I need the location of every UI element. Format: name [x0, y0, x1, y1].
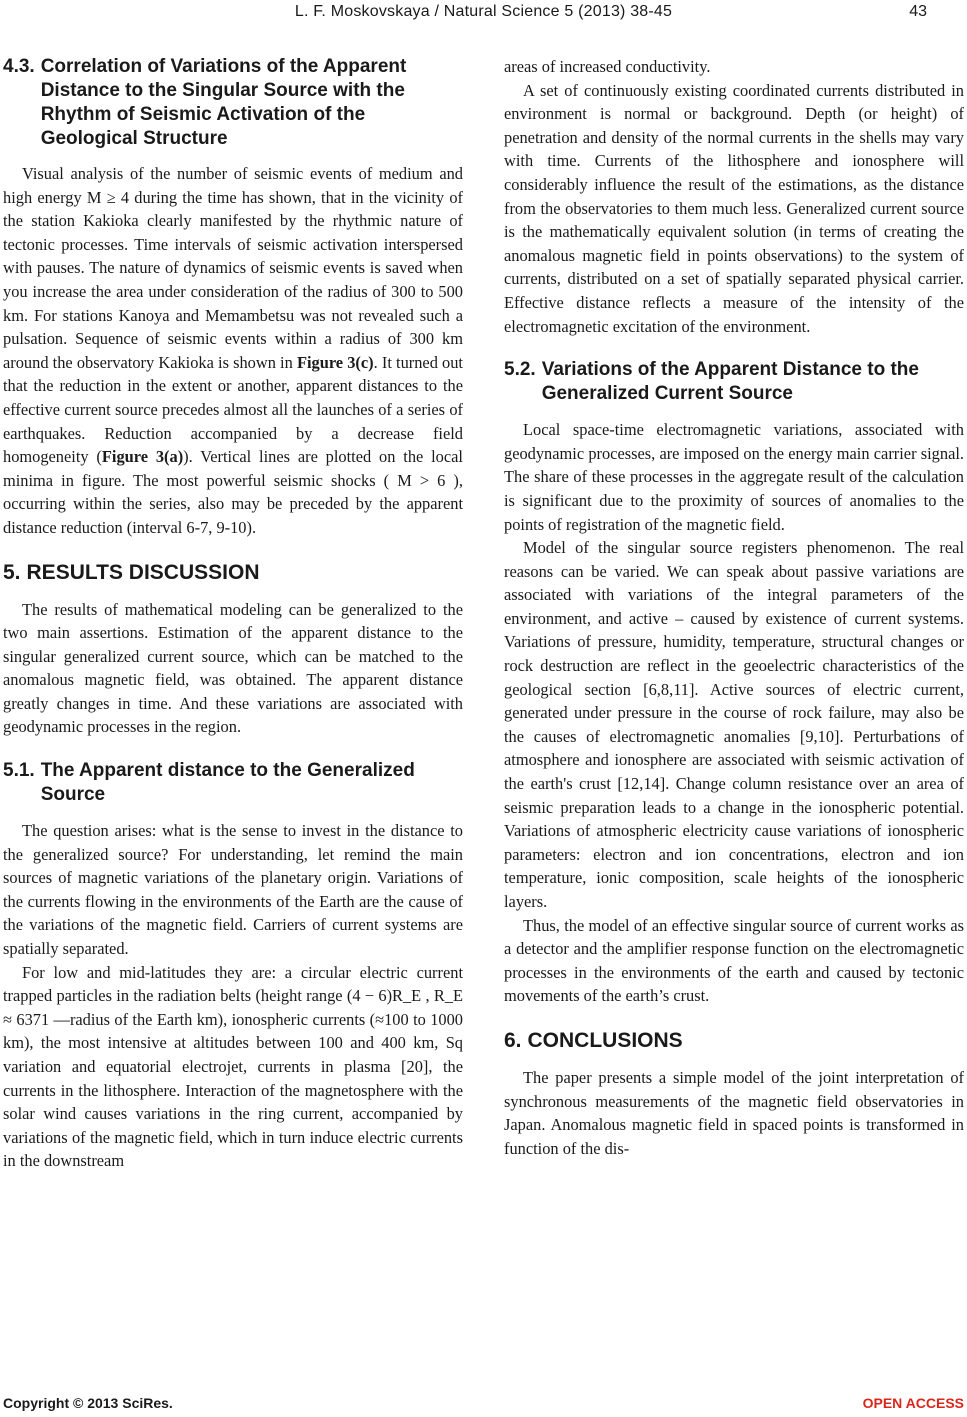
paragraph: A set of continuously existing coordinated currents distributed in environment is normal or background. Depth (or height) of penetration and density of the normal currents in the shells may vary with time. Currents of the lithosphere and ionosphere will considerably influence the result of the estimations, as the distance from the observatories to them much less. Generalized current source is the mathematically equivalent solution (in terms of creating the anomalous magnetic field in points observations) to the system of currents, distributed on a set of spatially separated physical carrier. Effective distance reflects a measure of the intensity of the electromagnetic excitation of the environment. [504, 80, 964, 336]
section-number: 5. [3, 560, 21, 584]
section-title: The Apparent distance to the Generalized Source [40, 760, 415, 806]
section-heading-5 [3, 560, 463, 586]
figure-reference: Figure 3(a) [101, 447, 184, 467]
paragraph [3, 162, 463, 540]
section-heading-5-2 [504, 358, 964, 406]
paragraph-continued: areas of increased conductivity. [504, 57, 711, 76]
open-access-label: OPEN ACCESS [862, 1395, 964, 1411]
section-title: RESULTS DISCUSSION [26, 560, 260, 584]
running-title: L. F. Moskovskaya / Natural Science 5 (2013) 38-45 [294, 3, 673, 20]
section-title: Correlation of Variations of the Apparent Distance to the Singular Source with the Rhythm of Seismic Activation of the Geological Structure [40, 56, 407, 149]
section-heading-6 [504, 1028, 964, 1054]
right-column [504, 55, 964, 1160]
paragraph: The paper presents a simple model of the joint interpretation of synchronous measurements of the magnetic field observatories in Japan. Anomalous magnetic field in spaced points is transformed in function of the dis- [504, 1067, 964, 1158]
paragraph-text: ). Vertical lines are plotted on the local minima in figure. The most powerful seismic shocks ( M > 6 ), occurring within the series, also may be preceded by the apparent distance reduction (interval 6-7, 9-10). [3, 447, 463, 537]
section-heading-5-1 [3, 759, 463, 807]
left-column [3, 55, 463, 1173]
page-number: 43 [909, 3, 927, 20]
section-title: Variations of the Apparent Distance to the Generalized Current Source [541, 359, 919, 405]
paragraph: Local space-time electromagnetic variations, associated with geodynamic processes, are imposed on the energy main carrier signal. The share of these processes in the aggregate result of the calculation is significant due to the proximity of sources of anomalies to the points of registration of the magnetic field. [504, 420, 964, 534]
paragraph: The question arises: what is the sense to invest in the distance to the generalized source? For understanding, let remind the main sources of magnetic variations of the planetary origin. Variations of the currents flowing in the environments of the Earth are the cause of the variations of the magnetic field. Carriers of current systems are spatially separated. [3, 821, 463, 959]
section-number: 4.3. [3, 56, 35, 77]
paragraph: The results of mathematical modeling can be generalized to the two main assertions. Estimation of the apparent distance to the singular generalized current source, which can be matched to the anomalous magnetic field, was obtained. The apparent distance greatly changes in time. And these variations are associated with geodynamic processes in the region. [3, 599, 463, 737]
paragraph: Thus, the model of an effective singular source of current works as a detector and the amplifier response function on the electromagnetic processes in the environments of the earth and caused by tectonic movements of the earth’s crust. [504, 915, 964, 1006]
section-number: 5.2. [504, 359, 536, 381]
section-heading-4-3 [3, 55, 463, 151]
section-number: 6. [504, 1028, 522, 1052]
section-title: CONCLUSIONS [527, 1028, 683, 1052]
paragraph: Model of the singular source registers phenomenon. The real reasons can be varied. We can speak about passive variations are associated with variations of the integral parameters of the environment, and active – caused by existence of current systems. Variations of pressure, humidity, temperature, structural changes or rock destruction are reflect in the geoelectric characteristics of the geological section [6,8,11]. Active sources of electric current, generated under pressure in the course of rock failure, may also be the causes of electromagnetic anomalies [9,10]. Perturbations of atmosphere and ionosphere are associated with seismic activation of the earth's crust [12,14]. Change column resistance over an area of seismic preparation leads to a change in the ionospheric potential. Variations of atmospheric electricity cause variations of ionospheric parameters: electron and ion concentrations, electron and ion temperature, ionic composition, scale heights of the ionospheric layers. [504, 538, 964, 911]
paragraph-text: . It turned out that the reduction in the extent or another, apparent distances to the effective current source precedes almost all the launches of a series of earthquakes. Reduction accompanied by a decrease field homogeneity ( [3, 352, 463, 467]
paragraph-text: Visual analysis of the number of seismic events of medium and high energy M ≥ 4 during the time has shown, that in the vicinity of the station Kakioka clearly manifested by the rhythmic nature of tectonic processes. Time intervals of seismic activation interspersed with pauses. The nature of dynamics of seismic events is saved when you increase the area under consideration of the radius of 300 to 500 km. For stations Kanoya and Memambetsu was not revealed such a pulsation. Sequence of seismic events within a radius of 300 km around the observatory Kakioka is shown in [3, 164, 463, 372]
paragraph: For low and mid-latitudes they are: a circular electric current trapped particles in the radiation belts (height range (4 − 6)R_E , R_E ≈ 6371 —radius of the Earth km), ionospheric currents (≈100 to 1000 km), the most intensive at altitudes between 100 and 400 km, Sq variation and equatorial electrojet, currents in plasma [20], the currents in the lithosphere. Interaction of the magnetosphere with the solar wind causes variations in the ring current, accompanied by variations of the magnetic field, which in turn induce electric currents in the downstream [3, 962, 463, 1171]
section-number: 5.1. [3, 760, 35, 782]
figure-reference: Figure 3(c) [296, 352, 374, 372]
copyright-notice: Copyright © 2013 SciRes. [3, 1395, 173, 1411]
